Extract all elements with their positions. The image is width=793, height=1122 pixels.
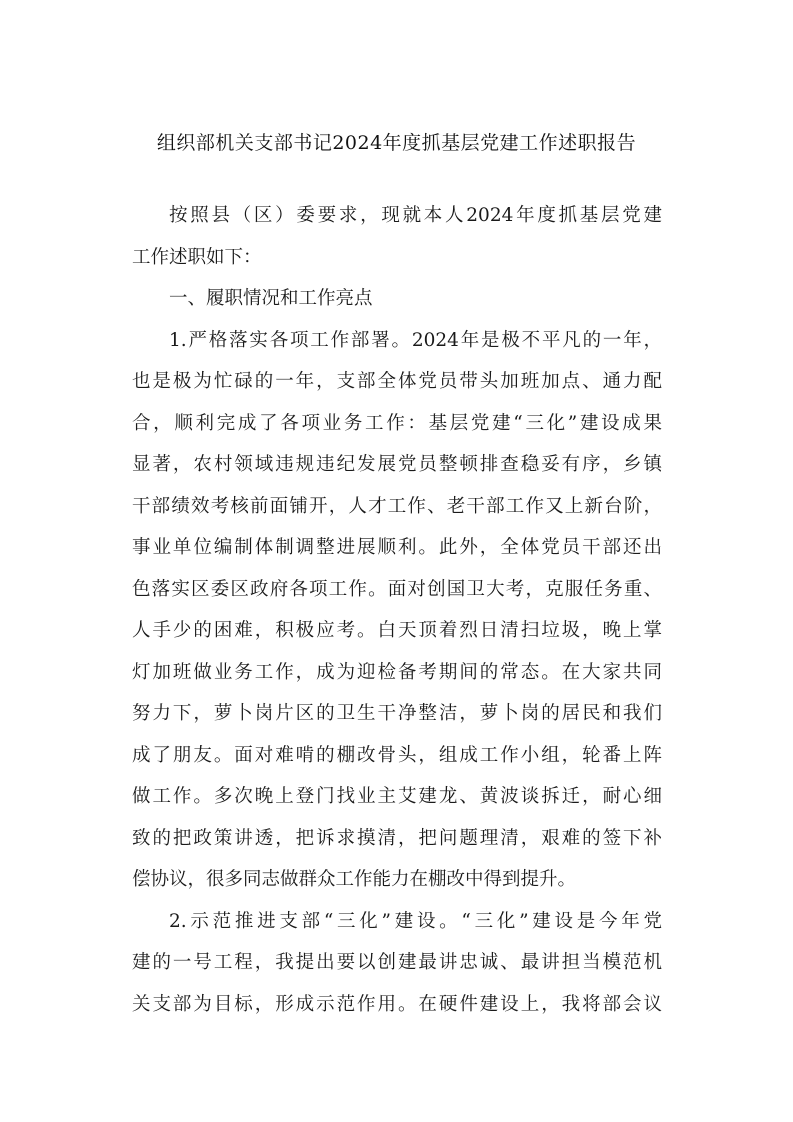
paragraph-line: 致的把政策讲透，把诉求摸清，把问题理清，艰难的签下补 xyxy=(132,827,662,849)
paragraph-line: 显著，农村领域违规违纪发展党员整顿排查稳妥有序，乡镇 xyxy=(132,454,662,475)
paragraph-line: 也是极为忙碌的一年，支部全体党员带头加班加点、通力配 xyxy=(132,371,662,392)
paragraph-line: 偿协议，很多同志做群众工作能力在棚改中得到提升。 xyxy=(132,869,577,890)
paragraph-line: 灯加班做业务工作，成为迎检备考期间的常态。在大家共同 xyxy=(132,661,662,683)
section-heading: 一、履职情况和工作亮点 xyxy=(169,288,373,309)
paragraph-line: 工作述职如下： xyxy=(132,246,262,268)
paragraph-line: 关支部为目标，形成示范作用。在硬件建设上，我将部会议 xyxy=(132,993,662,1015)
document-body xyxy=(132,195,662,1025)
paragraph-line: 努力下，萝卜岗片区的卫生干净整洁，萝卜岗的居民和我们 xyxy=(132,703,662,724)
paragraph-line: 1.严格落实各项工作部署。2024年是极不平凡的一年， xyxy=(169,329,662,351)
paragraph-line: 2.示范推进支部“三化”建设。“三化”建设是今年党 xyxy=(169,910,662,932)
paragraph-line: 按照县（区）委要求，现就本人2024年度抓基层党建 xyxy=(169,205,662,226)
document-title: 组织部机关支部书记2024年度抓基层党建工作述职报告 xyxy=(156,132,637,154)
paragraph-line: 做工作。多次晚上登门找业主艾建龙、黄波谈拆迁，耐心细 xyxy=(132,786,662,807)
paragraph-line: 干部绩效考核前面铺开，人才工作、老干部工作又上新台阶， xyxy=(132,495,662,517)
paragraph-line: 人手少的困难，积极应考。白天顶着烈日清扫垃圾，晚上掌 xyxy=(132,620,662,641)
paragraph-line: 成了朋友。面对难啃的棚改骨头，组成工作小组，轮番上阵 xyxy=(132,744,662,766)
paragraph-line: 合，顺利完成了各项业务工作：基层党建“三化”建设成果 xyxy=(132,412,662,434)
paragraph-line: 建的一号工程，我提出要以创建最讲忠诚、最讲担当模范机 xyxy=(132,952,662,973)
paragraph-line: 色落实区委区政府各项工作。面对创国卫大考，克服任务重、 xyxy=(132,578,662,600)
paragraph-line: 事业单位编制体制调整进展顺利。此外，全体党员干部还出 xyxy=(132,537,662,558)
